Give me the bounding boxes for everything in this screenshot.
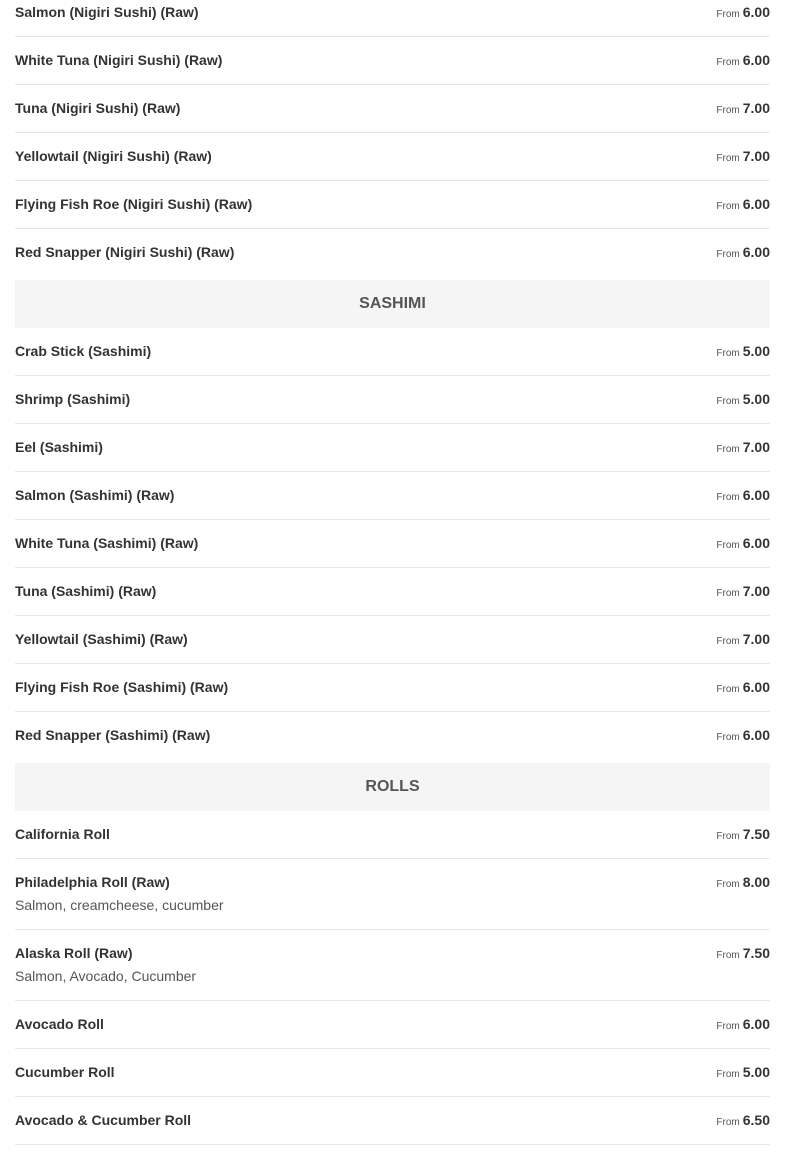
menu-item[interactable]: [15, 712, 770, 759]
menu-item-name: Avocado Roll: [15, 1016, 104, 1032]
menu-item-name: Philadelphia Roll (Raw): [15, 874, 170, 890]
menu-item-name: Cucumber Roll: [15, 1064, 115, 1080]
menu-item-name: Flying Fish Roe (Nigiri Sushi) (Raw): [15, 196, 253, 212]
menu-item[interactable]: [15, 85, 770, 133]
price-value: 7.00: [742, 583, 770, 599]
price-value: 6.00: [742, 679, 770, 695]
menu-item-price: [716, 50, 770, 73]
price-from-label: From: [716, 540, 740, 551]
menu-item[interactable]: [15, 930, 770, 1001]
price-value: 7.00: [742, 631, 770, 647]
price-from-label: From: [716, 105, 740, 116]
menu-item-price: [716, 242, 770, 265]
menu-item-price: [716, 2, 770, 25]
price-value: 6.00: [742, 487, 770, 503]
menu-item-price: [716, 677, 770, 700]
menu-item-price: [716, 872, 770, 895]
price-from-label: From: [716, 950, 740, 961]
menu-item[interactable]: [15, 811, 770, 859]
price-value: 7.50: [742, 945, 770, 961]
price-value: 5.00: [742, 391, 770, 407]
price-from-label: From: [716, 9, 740, 20]
menu-item-price: [716, 341, 770, 364]
price-from-label: From: [716, 1069, 740, 1080]
menu-item[interactable]: [15, 1001, 770, 1049]
section-header-sashimi: SASHIMI: [15, 280, 770, 328]
price-from-label: From: [716, 444, 740, 455]
menu-item-name: Red Snapper (Nigiri Sushi) (Raw): [15, 244, 235, 260]
menu-item-name: Tuna (Nigiri Sushi) (Raw): [15, 100, 181, 116]
menu-item-name: Tuna (Sashimi) (Raw): [15, 583, 157, 599]
price-from-label: From: [716, 492, 740, 503]
menu-item-price: [716, 1110, 770, 1133]
menu-item-name: California Roll: [15, 826, 110, 842]
price-from-label: From: [716, 201, 740, 212]
price-from-label: From: [716, 684, 740, 695]
menu-item[interactable]: [15, 424, 770, 472]
price-value: 5.00: [742, 343, 770, 359]
price-value: 6.50: [742, 1112, 770, 1128]
menu-item-name: Avocado & Cucumber Roll: [15, 1112, 192, 1128]
price-value: 8.00: [742, 874, 770, 890]
price-value: 6.00: [742, 727, 770, 743]
price-value: 7.00: [742, 100, 770, 116]
menu-item[interactable]: [15, 0, 770, 37]
menu-item-name: Salmon (Nigiri Sushi) (Raw): [15, 4, 199, 20]
price-value: 6.00: [742, 196, 770, 212]
price-from-label: From: [716, 249, 740, 260]
price-from-label: From: [716, 57, 740, 68]
menu-item[interactable]: [15, 229, 770, 276]
menu-item[interactable]: [15, 616, 770, 664]
menu-item[interactable]: [15, 520, 770, 568]
menu-item-price: [716, 581, 770, 604]
menu-item-price: [716, 437, 770, 460]
menu-item-price: [716, 1014, 770, 1037]
menu-item[interactable]: [15, 376, 770, 424]
menu-item[interactable]: [15, 664, 770, 712]
price-from-label: From: [716, 153, 740, 164]
price-value: 6.00: [742, 1016, 770, 1032]
menu-item-price: [716, 629, 770, 652]
menu-item-price: [716, 485, 770, 508]
menu-item[interactable]: [15, 133, 770, 181]
price-from-label: From: [716, 879, 740, 890]
menu-item[interactable]: [15, 472, 770, 520]
menu-item[interactable]: [15, 37, 770, 85]
price-value: 6.00: [742, 535, 770, 551]
price-value: 7.50: [742, 826, 770, 842]
menu-item-name: Eel (Sashimi): [15, 439, 103, 455]
price-from-label: From: [716, 831, 740, 842]
menu-item-price: [716, 725, 770, 748]
price-from-label: From: [716, 1021, 740, 1032]
menu-item-name: Shrimp (Sashimi): [15, 391, 131, 407]
menu-item-price: [716, 824, 770, 847]
menu-item-name: Flying Fish Roe (Sashimi) (Raw): [15, 679, 229, 695]
price-value: 6.00: [742, 244, 770, 260]
menu-item-name: Salmon (Sashimi) (Raw): [15, 487, 175, 503]
price-value: 6.00: [742, 52, 770, 68]
section-header-rolls: ROLLS: [15, 763, 770, 811]
menu-item-price: [716, 194, 770, 217]
menu-item[interactable]: [15, 859, 770, 930]
price-from-label: From: [716, 588, 740, 599]
price-from-label: From: [716, 396, 740, 407]
menu-list: [15, 0, 770, 1145]
menu-item-name: Yellowtail (Nigiri Sushi) (Raw): [15, 148, 212, 164]
menu-item[interactable]: [15, 328, 770, 376]
menu-item-price: [716, 98, 770, 121]
menu-item-name: White Tuna (Sashimi) (Raw): [15, 535, 199, 551]
menu-item-name: Red Snapper (Sashimi) (Raw): [15, 727, 211, 743]
price-from-label: From: [716, 732, 740, 743]
price-value: 6.00: [742, 4, 770, 20]
menu-item-description: Salmon, creamcheese, cucumber: [15, 897, 224, 913]
menu-item[interactable]: [15, 568, 770, 616]
price-value: 7.00: [742, 148, 770, 164]
menu-item-price: [716, 389, 770, 412]
price-from-label: From: [716, 636, 740, 647]
price-value: 7.00: [742, 439, 770, 455]
price-from-label: From: [716, 1117, 740, 1128]
menu-item-name: Alaska Roll (Raw): [15, 945, 133, 961]
price-value: 5.00: [742, 1064, 770, 1080]
menu-item[interactable]: [15, 1097, 770, 1145]
menu-item[interactable]: [15, 1049, 770, 1097]
price-from-label: From: [716, 348, 740, 359]
menu-item-price: [716, 1062, 770, 1085]
menu-item-name: White Tuna (Nigiri Sushi) (Raw): [15, 52, 223, 68]
menu-item-price: [716, 943, 770, 966]
menu-item-description: Salmon, Avocado, Cucumber: [15, 968, 197, 984]
menu-item-price: [716, 533, 770, 556]
menu-item-name: Crab Stick (Sashimi): [15, 343, 152, 359]
menu-item-name: Yellowtail (Sashimi) (Raw): [15, 631, 188, 647]
menu-item[interactable]: [15, 181, 770, 229]
menu-item-price: [716, 146, 770, 169]
